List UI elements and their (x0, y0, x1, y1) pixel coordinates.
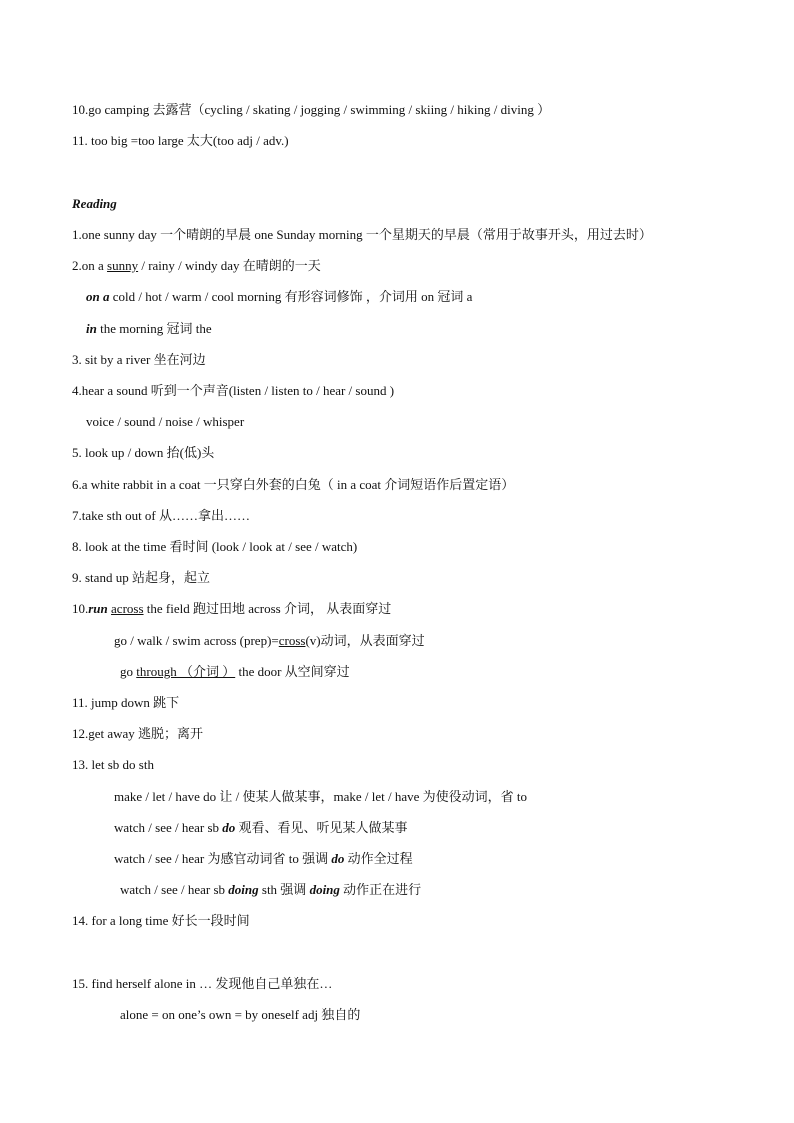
reading-line-8 (72, 538, 357, 556)
text: watch / see / hear 为感官动词省 to 强调 (114, 851, 332, 866)
reading-line-2 (72, 257, 321, 275)
text: watch / see / hear sb (120, 882, 229, 897)
text: go / walk / swim across (prep)= (114, 633, 279, 648)
text: 动作全过程 (344, 851, 413, 866)
reading-line-13-sub-1 (114, 788, 527, 806)
bold-italic-text: doing (309, 882, 340, 897)
reading-line-9 (72, 569, 210, 587)
bold-italic-text: doing (228, 882, 259, 897)
reading-line-6 (72, 476, 514, 494)
bold-italic-text: in (86, 321, 97, 336)
text: 2.on a (72, 258, 108, 273)
bold-italic-text: on a (86, 289, 110, 304)
reading-line-11 (72, 694, 179, 712)
text: 观看、看见、听见某人做某事 (235, 820, 408, 835)
text: 1.one sunny day 一个晴朗的早晨 one Sunday morning 一个星期天的早晨（常用于故事开头，用过去时） (72, 227, 652, 242)
text: 动作正在进行 (339, 882, 422, 897)
text: (v)动词，从表面穿过 (305, 633, 425, 648)
text: 4.hear a sound 听到一个声音(listen / listen to / hear / sound ) (72, 383, 395, 398)
reading-line-5 (72, 444, 214, 462)
text: / rainy / windy day 在晴朗的一天 (138, 258, 321, 273)
text: 13. let sb do sth (72, 757, 154, 772)
reading-line-3 (72, 351, 206, 369)
underlined-text: through （介词 ） (136, 664, 236, 679)
text: the field 跑过田地 across 介词， 从表面穿过 (143, 601, 392, 616)
reading-line-2-sub-1 (86, 288, 472, 306)
reading-line-13-sub-2 (114, 819, 408, 837)
bold-italic-text: do (331, 851, 345, 866)
text: cold / hot / warm / cool morning 有形容词修饰 ，介词用 on 冠词 a (109, 289, 473, 304)
reading-line-2-sub-2 (86, 320, 212, 338)
text: 10.go camping 去露营（cycling / skating / jogging / swimming / skiing / hiking / diving ） (72, 102, 551, 117)
underlined-text: cross (278, 633, 306, 648)
text: the door 从空间穿过 (235, 664, 350, 679)
text: 6.a white rabbit in a coat 一只穿白外套的白兔（ in a coat 介词短语作后置定语） (72, 477, 515, 492)
text: make / let / have do 让 / 使某人做某事，make / let / have 为使役动词，省 to (114, 789, 528, 804)
reading-line-7 (72, 507, 250, 525)
text: 9. stand up 站起身，起立 (72, 570, 210, 585)
text: go (120, 664, 137, 679)
line-10-go-camping (72, 101, 550, 119)
text: 3. sit by a river 坐在河边 (72, 352, 206, 367)
text: 12.get away 逃脱；离开 (72, 726, 204, 741)
reading-line-13-sub-4 (120, 881, 421, 899)
text: the morning 冠词 the (96, 321, 212, 336)
text: 7.take sth out of 从……拿出…… (72, 508, 251, 523)
reading-line-13-sub-3 (114, 850, 413, 868)
reading-line-15-sub (120, 1006, 360, 1024)
reading-line-10-sub-2 (120, 663, 350, 681)
text: 15. find herself alone in … 发现他自己单独在… (72, 976, 333, 991)
line-11-too-big (72, 132, 289, 150)
reading-line-15 (72, 975, 332, 993)
reading-line-4 (72, 382, 394, 400)
underlined-text: sunny (107, 258, 139, 273)
reading-line-12 (72, 725, 203, 743)
text: 14. for a long time 好长一段时间 (72, 913, 250, 928)
section-heading-reading: Reading (72, 196, 117, 211)
text: alone = on one’s own = by oneself adj 独自的 (120, 1007, 361, 1022)
reading-line-13 (72, 756, 154, 774)
reading-line-4-sub (86, 413, 244, 431)
reading-line-1 (72, 226, 652, 244)
text: voice / sound / noise / whisper (86, 414, 245, 429)
reading-line-14 (72, 912, 250, 930)
text: 10. (72, 601, 89, 616)
reading-line-10-sub-1 (114, 632, 425, 650)
text: 11. too big =too large 太大(too adj / adv.) (72, 133, 289, 148)
text: 11. jump down 跳下 (72, 695, 180, 710)
text: 8. look at the time 看时间 (look / look at / see / watch) (72, 539, 358, 554)
text: watch / see / hear sb (114, 820, 223, 835)
text: 5. look up / down 抬(低)头 (72, 445, 215, 460)
text: sth 强调 (258, 882, 310, 897)
bold-italic-text: run (88, 601, 108, 616)
reading-line-10 (72, 600, 391, 618)
bold-italic-text: do (222, 820, 236, 835)
underlined-text: across (111, 601, 144, 616)
